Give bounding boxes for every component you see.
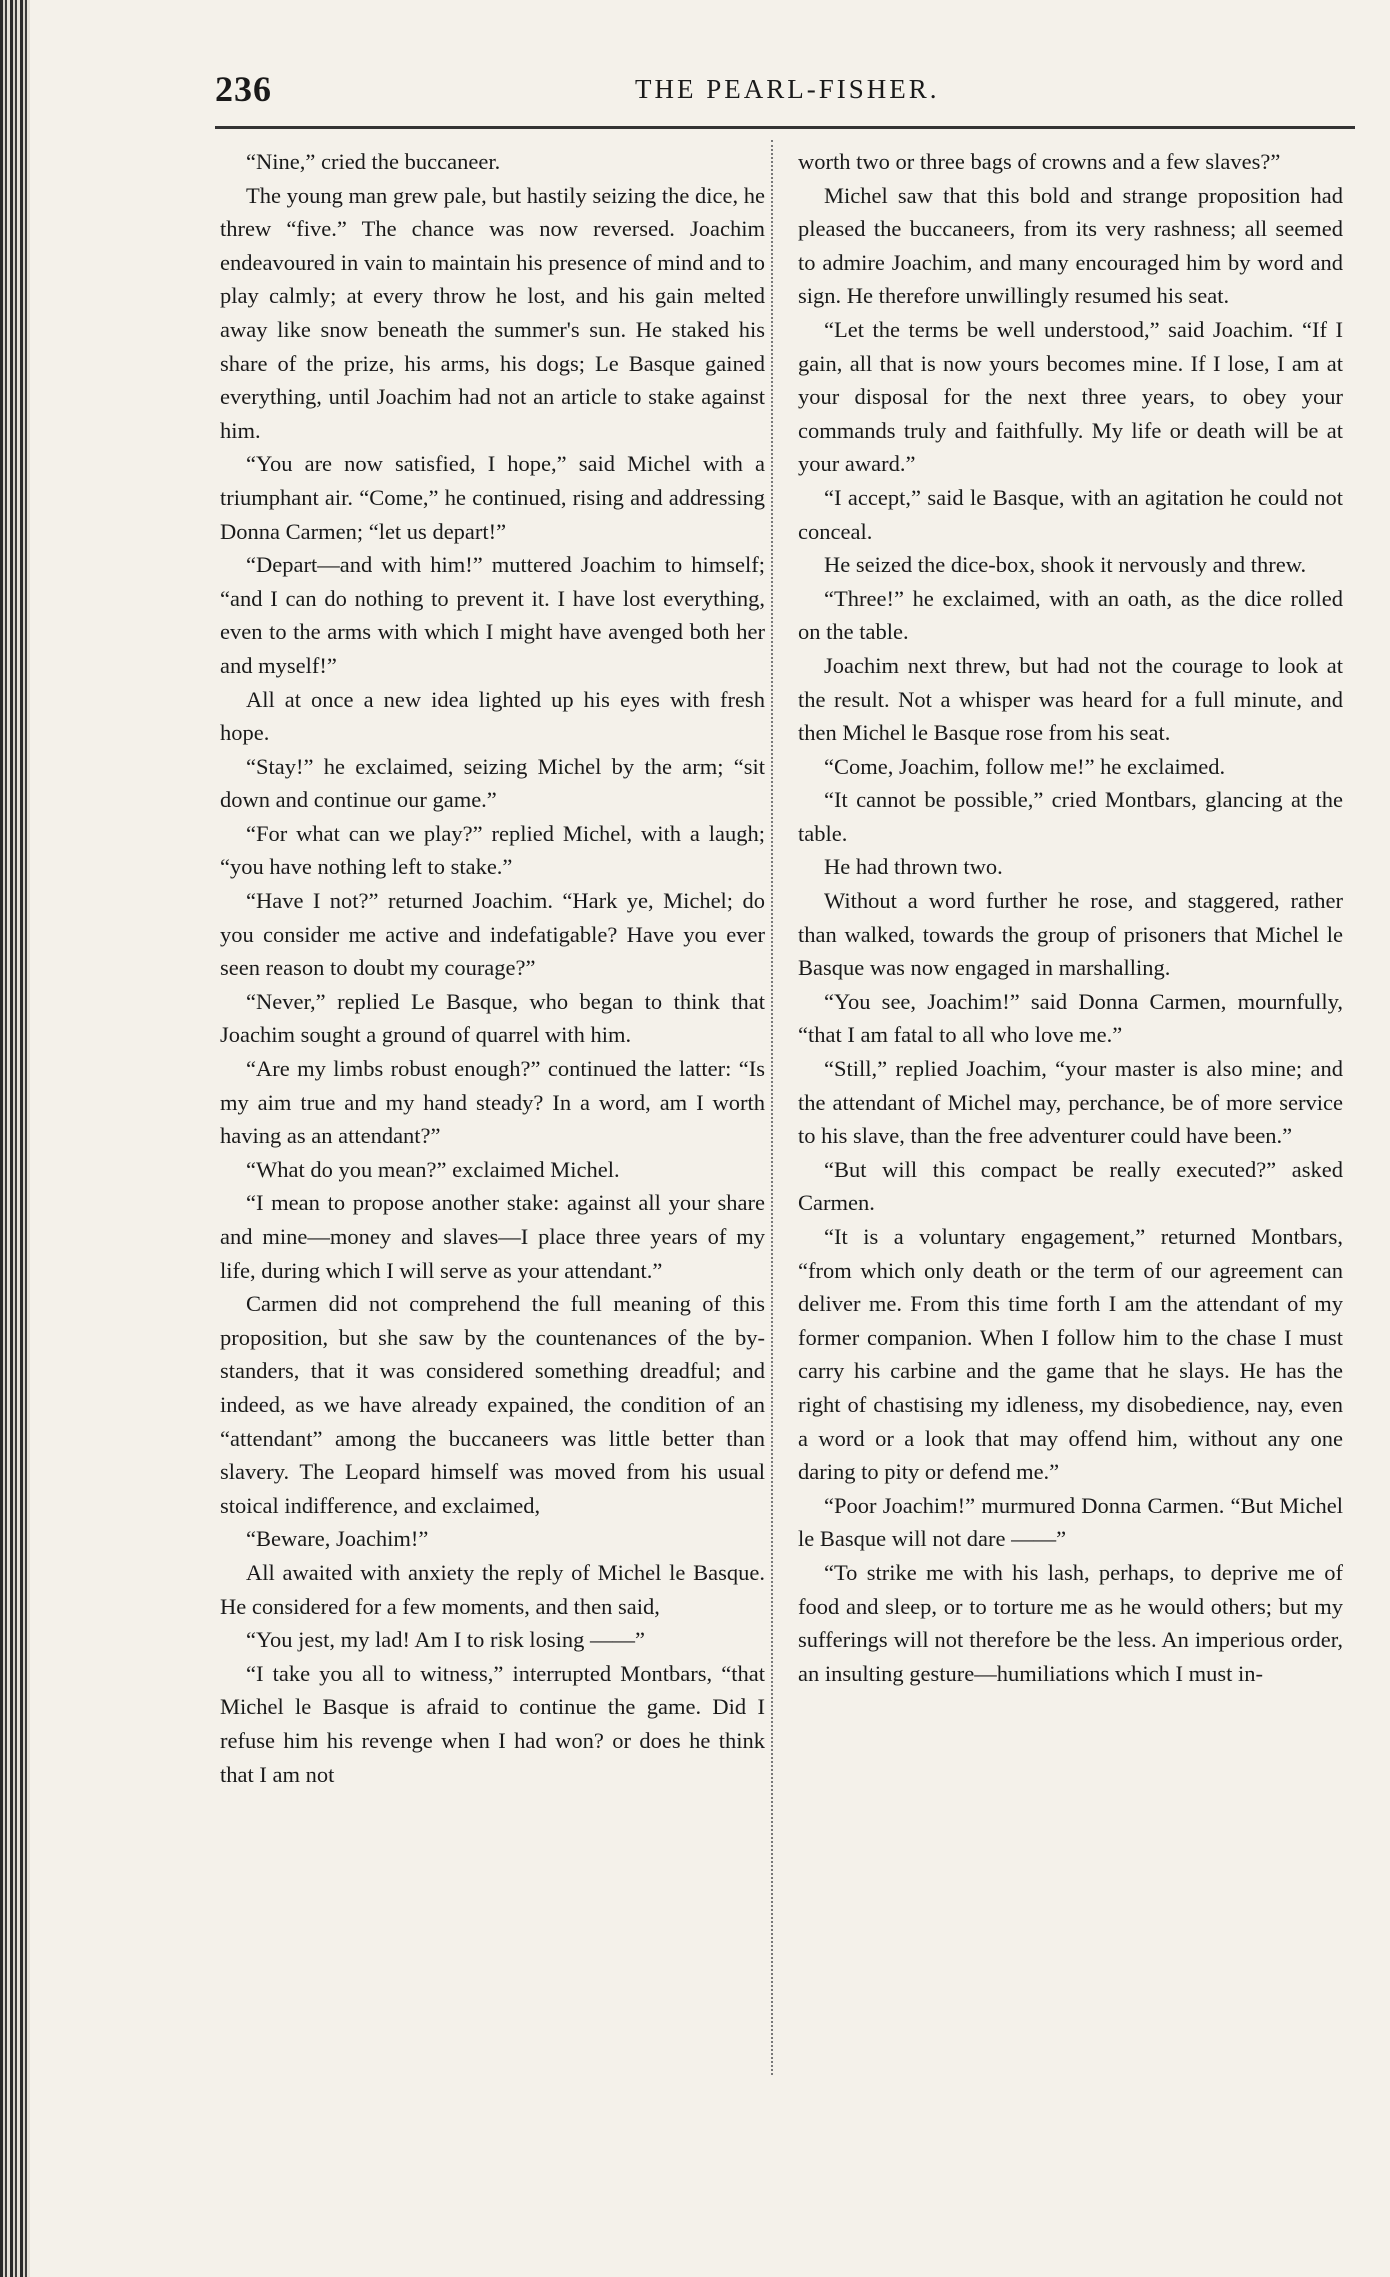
paragraph: “What do you mean?” exclaimed Michel. xyxy=(246,1156,620,1182)
paragraph: “It cannot be possible,” cried Montbars, glancing at the table. xyxy=(798,787,1343,846)
paragraph-continuation: worth two or three bags of crowns and a few slaves?” xyxy=(798,149,1281,174)
column-divider xyxy=(771,140,773,2075)
paragraph: Carmen did not comprehend the full meaning of this proposition, but she saw by the countenances of the by-standers, that it was considered something dreadful; and indeed, as we have already expained, the condition of an “attendant” among the buccaneers was little better than slavery. The Leopard himself was moved from his usual stoical indifference, and exclaimed, xyxy=(220,1291,765,1518)
paragraph: “Have I not?” returned Joachim. “Hark ye, Michel; do you consider me active and indefatigable? Have you ever seen reason to doubt my courage?” xyxy=(220,888,765,981)
running-head: THE PEARL-FISHER. xyxy=(635,74,940,104)
book-binding-edge xyxy=(0,0,30,2277)
paragraph: “To strike me with his lash, perhaps, to deprive me of food and sleep, or to torture me as he would others; but my sufferings will not therefore be the less. An imperious order, an insulting gesture—humiliations which I must in- xyxy=(798,1559,1343,1686)
paragraph: He seized the dice-box, shook it nervously and threw. xyxy=(824,552,1307,578)
paragraph: “You jest, my lad! Am I to risk losing ——” xyxy=(246,1627,645,1653)
paragraph: “Are my limbs robust enough?” continued the latter: “Is my aim true and my hand steady? In a word, am I worth having as an attendant?” xyxy=(220,1056,765,1149)
paragraph: Joachim next threw, but had not the courage to look at the result. Not a whisper was heard for a full minute, and then Michel le Basque rose from his seat. xyxy=(798,652,1343,746)
paragraph: “You see, Joachim!” said Donna Carmen, mournfully, “that I am fatal to all who love me.” xyxy=(798,988,1343,1048)
header-rule xyxy=(215,126,1355,129)
paragraph: He had thrown two. xyxy=(824,854,1003,880)
paragraph: “Come, Joachim, follow me!” he exclaimed. xyxy=(824,753,1226,779)
page-number: 236 xyxy=(215,69,272,109)
paragraph: Michel saw that this bold and strange proposition had pleased the buccaneers, from its very rashness; all seemed to admire Joachim, and many encouraged him by word and sign. He therefore unwillingly resumed his seat. xyxy=(798,182,1343,309)
paragraph: “Three!” he exclaimed, with an oath, as the dice rolled on the table. xyxy=(798,585,1343,645)
paragraph: “For what can we play?” replied Michel, with a laugh; “you have nothing left to stake.” xyxy=(220,820,765,880)
paragraph: “Still,” replied Joachim, “your master is also mine; and the attendant of Michel may, perchance, be of more service to his slave, than the free adventurer could have been.” xyxy=(798,1056,1343,1149)
paragraph: “You are now satisfied, I hope,” said Michel with a triumphant air. “Come,” he continued, rising and addressing Donna Carmen; “let us depart!” xyxy=(220,451,765,544)
paragraph: “Let the terms be well understood,” said Joachim. “If I gain, all that is now yours becomes mine. If I lose, I am at your disposal for the next three years, to obey your commands truly and faithfully. My life or death will be at your award.” xyxy=(798,316,1343,477)
paragraph: “I take you all to witness,” interrupted Montbars, “that Michel le Basque is afraid to continue the game. Did I refuse him his revenge when I had won? or does he think that I am not xyxy=(220,1660,765,1787)
paragraph: “But will this compact be really executed?” asked Carmen. xyxy=(798,1156,1343,1216)
paragraph: “I mean to propose another stake: against all your share and mine—money and slaves—I place three years of my life, during which I will serve as your attendant.” xyxy=(220,1190,765,1283)
paragraph: The young man grew pale, but hastily seizing the dice, he threw “five.” The chance was now reversed. Joachim endeavoured in vain to maintain his presence of mind and to play calmly; at every throw he lost, and his gain melted away like snow beneath the summer's sun. He staked his share of the prize, his arms, his dogs; Le Basque gained everything, until Joachim had not an article to stake against him. xyxy=(220,182,765,443)
right-column xyxy=(798,145,1343,1690)
paragraph: “Depart—and with him!” muttered Joachim to himself; “and I can do nothing to prevent it. I have lost everything, even to the arms with which I might have avenged both her and myself!” xyxy=(220,552,765,678)
paragraph: “Stay!” he exclaimed, seizing Michel by the arm; “sit down and continue our game.” xyxy=(220,753,765,813)
paragraph: “Poor Joachim!” murmured Donna Carmen. “But Michel le Basque will not dare ——” xyxy=(798,1492,1343,1552)
left-column xyxy=(220,145,765,1791)
paragraph: “Beware, Joachim!” xyxy=(246,1526,429,1552)
paragraph: “Never,” replied Le Basque, who began to think that Joachim sought a ground of quarrel with him. xyxy=(220,988,765,1048)
paragraph: “It is a voluntary engagement,” returned Montbars, “from which only death or the term of our agreement can deliver me. From this time forth I am the attendant of my former companion. When I follow him to the chase I must carry his carbine and the game that he slays. He has the right of chastising my idleness, my disobedience, nay, even a word or a look that may offend him, without any one daring to pity or defend me.” xyxy=(798,1224,1343,1485)
paragraph: All awaited with anxiety the reply of Michel le Basque. He considered for a few moments, and then said, xyxy=(220,1559,765,1619)
paragraph: “I accept,” said le Basque, with an agitation he could not conceal. xyxy=(798,484,1343,544)
page-header xyxy=(215,60,1355,120)
paragraph: “Nine,” cried the buccaneer. xyxy=(246,149,501,174)
paragraph: Without a word further he rose, and staggered, rather than walked, towards the group of prisoners that Michel le Basque was now engaged in marshalling. xyxy=(798,888,1343,981)
paragraph: All at once a new idea lighted up his eyes with fresh hope. xyxy=(220,686,765,746)
